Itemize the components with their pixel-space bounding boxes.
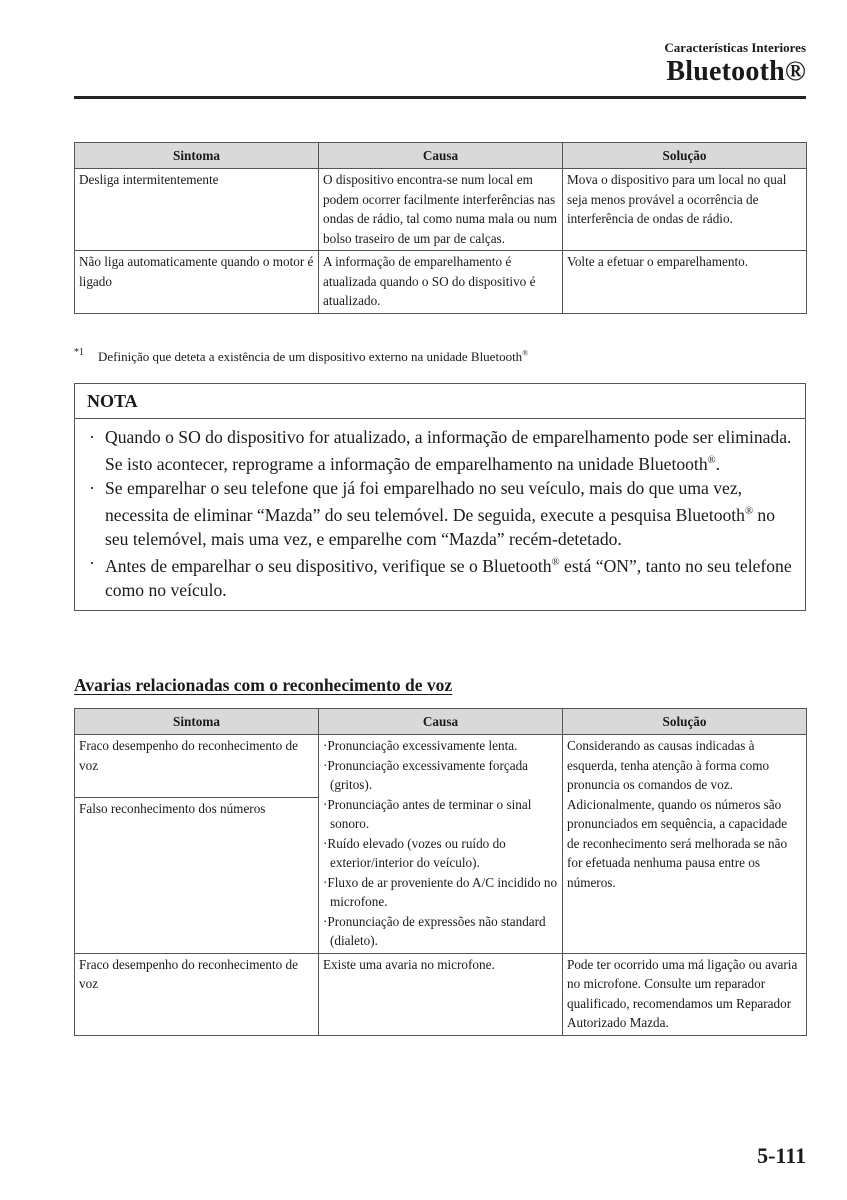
cause-cell: O dispositivo encontra-se num local em podem ocorrer facilmente interferências nas ondas de rádio, tal como numa mala ou num bolso traseiro de um par de calças. [319, 169, 563, 251]
solution-cell: Volte a efetuar o emparelhamento. [563, 251, 807, 314]
note-item [89, 476, 793, 551]
page-number: 5-111 [757, 1143, 806, 1168]
note-item [89, 551, 793, 602]
column-header-solution: Solução [563, 143, 807, 169]
page-title: Bluetooth® [666, 56, 806, 87]
note-item-text: Se emparelhar o seu telefone que já foi emparelhado no seu veículo, mais do que uma vez, necessita de eliminar “Mazda” do seu telemóvel. De seguida, execute a pesquisa Bluetooth® no seu telemóvel, mais uma vez, e emparelhe com “Mazda” recém-detetado. [105, 477, 775, 549]
title-rule [74, 96, 806, 99]
table-header-row [75, 709, 807, 735]
cause-bullet: ·Pronunciação excessivamente lenta. [323, 738, 518, 753]
solution-cell: Pode ter ocorrido uma má ligação ou avaria no microfone. Consulte um reparador qualificado, recomendamos um Reparador Autorizado Mazda. [563, 953, 807, 1035]
section-heading: Avarias relacionadas com o reconhecimento de voz [74, 675, 453, 695]
column-header-cause: Causa [319, 709, 563, 735]
section-label: Características Interiores [664, 40, 806, 55]
table-row [75, 735, 807, 798]
table-row [75, 953, 807, 1035]
column-header-solution: Solução [563, 709, 807, 735]
note-item-text: Antes de emparelhar o seu dispositivo, verifique se o Bluetooth® está “ON”, tanto no seu telefone como no veículo. [105, 555, 792, 600]
symptom-cell: Falso reconhecimento dos números [75, 797, 319, 953]
note-item-text: Quando o SO do dispositivo for atualizado, a informação de emparelhamento pode ser eliminada. Se isto acontecer, reprograme a informação de emparelhamento na unidade Bluetooth®. [105, 427, 792, 474]
bullet-icon: · [89, 427, 95, 447]
cause-bullet: ·Pronunciação de expressões não standard (dialeto). [323, 913, 546, 948]
cause-bullet: ·Fluxo de ar proveniente do A/C incidido no microfone. [323, 874, 558, 909]
footnote [74, 345, 806, 366]
note-box [74, 383, 806, 611]
symptom-cell: Fraco desempenho do reconhecimento de voz [75, 735, 319, 798]
footnote-mark: *1 [74, 347, 84, 358]
column-header-symptom: Sintoma [75, 709, 319, 735]
cause-cell: A informação de emparelhamento é atualizada quando o SO do dispositivo é atualizado. [319, 251, 563, 314]
note-body [75, 419, 805, 610]
cause-bullet: ·Pronunciação antes de terminar o sinal sonoro. [323, 796, 532, 831]
table-row [75, 169, 807, 251]
cause-cell [319, 735, 563, 954]
table-row [75, 251, 807, 314]
note-title: NOTA [75, 384, 805, 419]
table-header-row [75, 143, 807, 169]
symptom-cell: Desliga intermitentemente [75, 169, 319, 251]
symptom-cell: Não liga automaticamente quando o motor é ligado [75, 251, 319, 314]
column-header-cause: Causa [319, 143, 563, 169]
bullet-icon: · [89, 477, 95, 498]
solution-cell: Mova o dispositivo para um local no qual seja menos provável a ocorrência de interferência de ondas de rádio. [563, 169, 807, 251]
bluetooth-troubleshooting-table [74, 142, 807, 314]
column-header-symptom: Sintoma [75, 143, 319, 169]
bullet-icon: · [89, 552, 95, 573]
footnote-text: Definição que deteta a existência de um dispositivo externo na unidade Bluetooth® [98, 349, 529, 365]
voice-recognition-troubleshooting-table [74, 708, 807, 1036]
note-item [89, 425, 793, 476]
solution-cell: Considerando as causas indicadas à esquerda, tenha atenção à forma como pronuncia os comandos de voz. Adicionalmente, quando os números são pronunciados em sequência, a capacidade de reconhecimento será melhorada se não for efetuada nenhuma pausa entre os números. [563, 735, 807, 954]
cause-cell: Existe uma avaria no microfone. [319, 953, 563, 1035]
cause-bullet: ·Ruído elevado (vozes ou ruído do exterior/interior do veículo). [323, 835, 506, 870]
cause-bullet: ·Pronunciação excessivamente forçada (gritos). [323, 757, 529, 792]
symptom-cell: Fraco desempenho do reconhecimento de voz [75, 953, 319, 1035]
